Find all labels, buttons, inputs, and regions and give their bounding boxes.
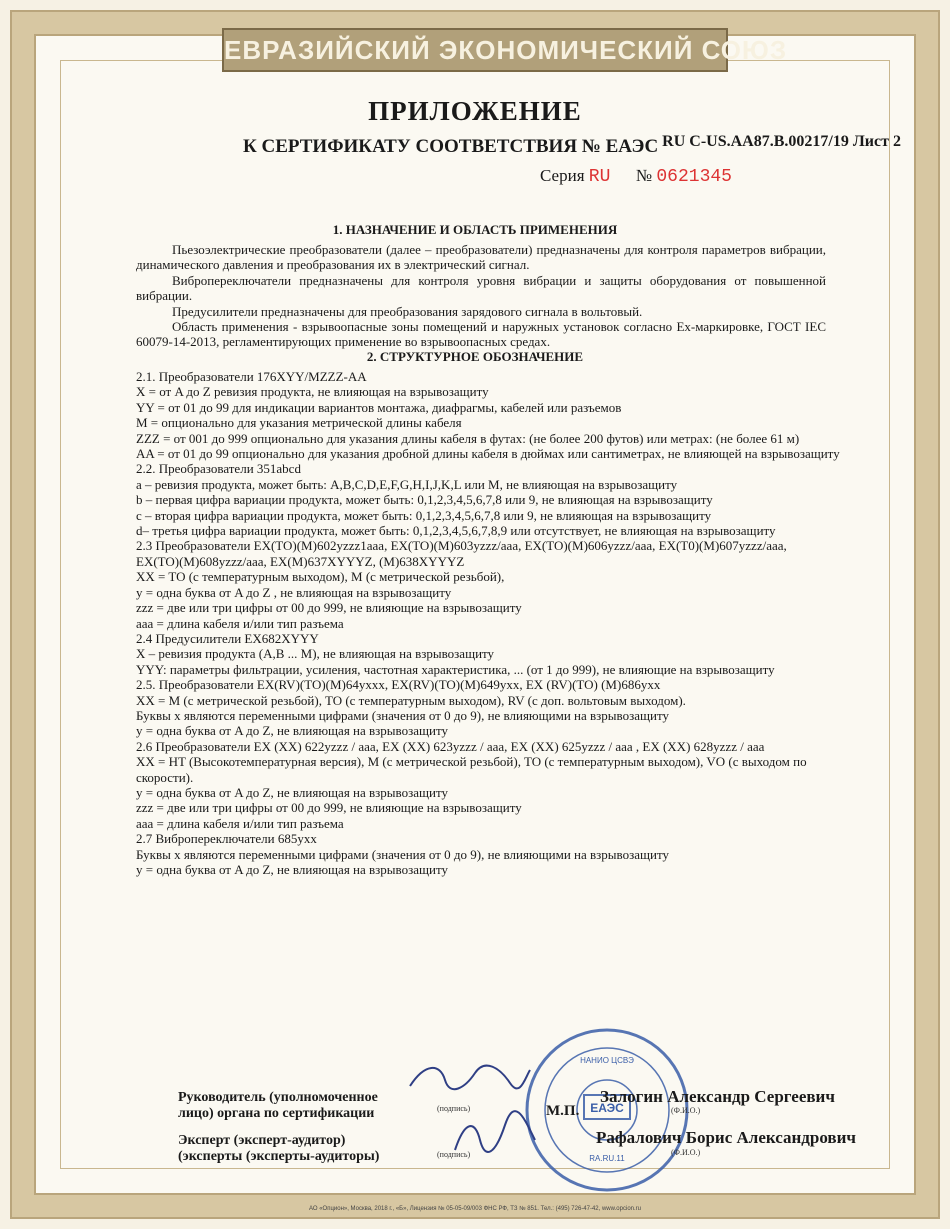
list-item: 2.5. Преобразователи EX(RV)(TO)(M)64yxxx, EX(RV)(TO)(M)649yxx, EX (RV)(TO) (M)686yxx: [136, 677, 661, 693]
list-item: y = одна буква от A до Z, не влияющая на взрывозащиту: [136, 862, 448, 877]
fio-caption: (Ф.И.О.): [671, 1106, 701, 1115]
list-item: YYY: параметры фильтрации, усиления, частотная характеристика, ... (от 1 до 999), не влияющие на взрывозащиту: [136, 661, 775, 677]
list-item: 2.4 Предусилители EX682XYYY: [136, 630, 319, 646]
signature-caption: (подпись): [437, 1150, 471, 1159]
list-item: 2.2. Преобразователи 351abcd: [136, 461, 301, 477]
fio-caption: (Ф.И.О.): [671, 1148, 701, 1157]
list-item: X = от A до Z ревизия продукта, не влияющая на взрывозащиту: [136, 384, 489, 400]
stamp-place-label: М.П.: [546, 1103, 580, 1119]
paragraph: Область применения - взрывоопасные зоны помещений и наружных установок согласно Ex-маркировке, ГОСТ IEC 60079-14-2013, регламентирующих применение во взрывоопасных средах.: [136, 319, 826, 350]
seal-center-text: ЕАЭС: [590, 1101, 624, 1115]
list-item: 2.6 Преобразователи EX (XX) 622yzzz / aaa, EX (XX) 623yzzz / aaa, EX (XX) 625yzzz / aaa , EX (XX) 628yzzz / aaa: [136, 738, 765, 754]
paragraph: Пьезоэлектрические преобразователи (далее – преобразователи) предназначены для контроля параметров вибрации, динамического давления и преобразования их в электрический сигнал.: [136, 242, 826, 273]
list-item: XX = HT (Высокотемпературная версия), M (с метрической резьбой), TO (с температурным выходом), VO (с выходом по скорости).: [136, 754, 807, 785]
list-item: XX = M (с метрической резьбой), TO (с температурным выходом), RV (с доп. вольтовым выходом).: [136, 692, 686, 708]
seal-org-text: НАНИО ЦСВЭ: [580, 1056, 634, 1065]
section-2-heading: 2. СТРУКТУРНОЕ ОБОЗНАЧЕНИЕ: [366, 349, 584, 364]
expert-signature-label: Эксперт (эксперт-аудитор) (эксперты (эксперты-аудиторы): [178, 1133, 380, 1164]
series-number: 0621345: [656, 167, 732, 187]
list-item: a – ревизия продукта, может быть: A,B,C,D,E,F,G,H,I,J,K,L или M, не влияющая на взрывозащиту: [136, 476, 678, 492]
certificate-line: [243, 133, 901, 158]
head-signature: [405, 1058, 535, 1098]
list-item: d– третья цифра вариации продукта, может быть: 0,1,2,3,4,5,6,7,8,9 или отсутствует, не влияющая на взрывозащиту: [136, 523, 776, 539]
certificate-number: RU С-US.АА87.В.00217/19 Лист 2: [662, 133, 901, 150]
paragraph: Вибропереключатели предназначены для контроля уровня вибрации и защиты оборудования от повышенной вибрации.: [136, 272, 826, 304]
signature-caption: (подпись): [437, 1104, 471, 1113]
expert-name: Рафалович Борис Александрович: [596, 1128, 856, 1147]
list-item: aaa = длина кабеля и/или тип разъема: [136, 815, 344, 831]
list-item: y = одна буква от A до Z , не влияющая на взрывозащиту: [136, 584, 452, 600]
list-item: y = одна буква от A до Z, не влияющая на взрывозащиту: [136, 723, 448, 739]
union-header: ЕВРАЗИЙСКИЙ ЭКОНОМИЧЕСКИЙ СОЮЗ: [222, 28, 728, 72]
series-label: Серия: [540, 166, 585, 185]
list-item: y = одна буква от A до Z, не влияющая на взрывозащиту: [136, 784, 448, 800]
list-item: XX = TO (с температурным выходом), M (с метрической резьбой),: [136, 569, 505, 585]
section-2-body: [136, 369, 840, 877]
list-item: X – ревизия продукта (A,B ... M), не влияющая на взрывозащиту: [136, 646, 495, 662]
paragraph: Предусилители предназначены для преобразования зарядового сигнала в вольтовый.: [172, 303, 643, 319]
list-item: zzz = две или три цифры от 00 до 999, не влияющие на взрывозащиту: [136, 600, 522, 616]
list-item: 2.1. Преобразователи 176XYY/MZZZ-AA: [136, 369, 367, 384]
list-item: aaa = длина кабеля и/или тип разъема: [136, 615, 344, 631]
list-item: 2.3 Преобразователи EX(TO)(M)602yzzz1aaa, EX(TO)(M)603yzzz/aaa, EX(TO)(M)606yzzz/aaa, EX(T0)(M)607yzzz/aaa, EX(TO)(M)608yzzz/aaa, EX(M)637XYYYZ, (M)638XYYYZ: [136, 538, 787, 569]
section-1-heading: 1. НАЗНАЧЕНИЕ И ОБЛАСТЬ ПРИМЕНЕНИЯ: [332, 222, 618, 237]
list-item: zzz = две или три цифры от 00 до 999, не влияющие на взрывозащиту: [136, 800, 522, 816]
head-name: Залогин Александр Сергеевич: [600, 1087, 835, 1106]
list-item: ZZZ = от 001 до 999 опционально для указания длины кабеля в футах: (не более 200 футов) или метрах: (не более 61 м): [136, 430, 800, 446]
certificate-subtitle: К СЕРТИФИКАТУ СООТВЕТСТВИЯ № ЕАЭС: [243, 136, 659, 157]
page-title: ПРИЛОЖЕНИЕ: [368, 96, 582, 126]
head-signature-label: Руководитель (уполномоченное лицо) органа по сертификации: [178, 1090, 378, 1121]
series-line: [540, 166, 732, 187]
list-item: c – вторая цифра вариации продукта, может быть: 0,1,2,3,4,5,6,7,8 или 9, не влияющая на взрывозащиту: [136, 507, 712, 523]
list-item: Буквы x являются переменными цифрами (значения от 0 до 9), не влияющими на взрывозащиту: [136, 707, 669, 723]
list-item: YY = от 01 до 99 для индикации вариантов монтажа, диафрагмы, кабелей или разъемов: [136, 399, 622, 415]
list-item: 2.7 Вибропереключатели 685yxx: [136, 831, 317, 847]
list-item: AA = от 01 до 99 опционально для указания дробной длины кабеля в дюймах или сантиметрах, не влияющей на взрывозащиту: [136, 446, 840, 462]
list-item: Буквы x являются переменными цифрами (значения от 0 до 9), не влияющими на взрывозащиту: [136, 846, 669, 862]
seal-reg-text: RA.RU.11: [589, 1154, 625, 1163]
list-item: b – первая цифра вариации продукта, может быть: 0,1,2,3,4,5,6,7,8 или 9, не влияющая на взрывозащиту: [136, 492, 713, 508]
printer-footer: АО «Опцион», Москва, 2018 г., «Б», Лицензия № 05-05-09/003 ФНС РФ, ТЗ № 851. Тел.: (495) 726-47-42, www.opcion.ru: [308, 1206, 641, 1212]
number-label: №: [635, 166, 653, 185]
section-1-body: [136, 242, 826, 350]
list-item: M = опционально для указания метрической длины кабеля: [136, 415, 462, 431]
series-value: RU: [588, 167, 611, 187]
